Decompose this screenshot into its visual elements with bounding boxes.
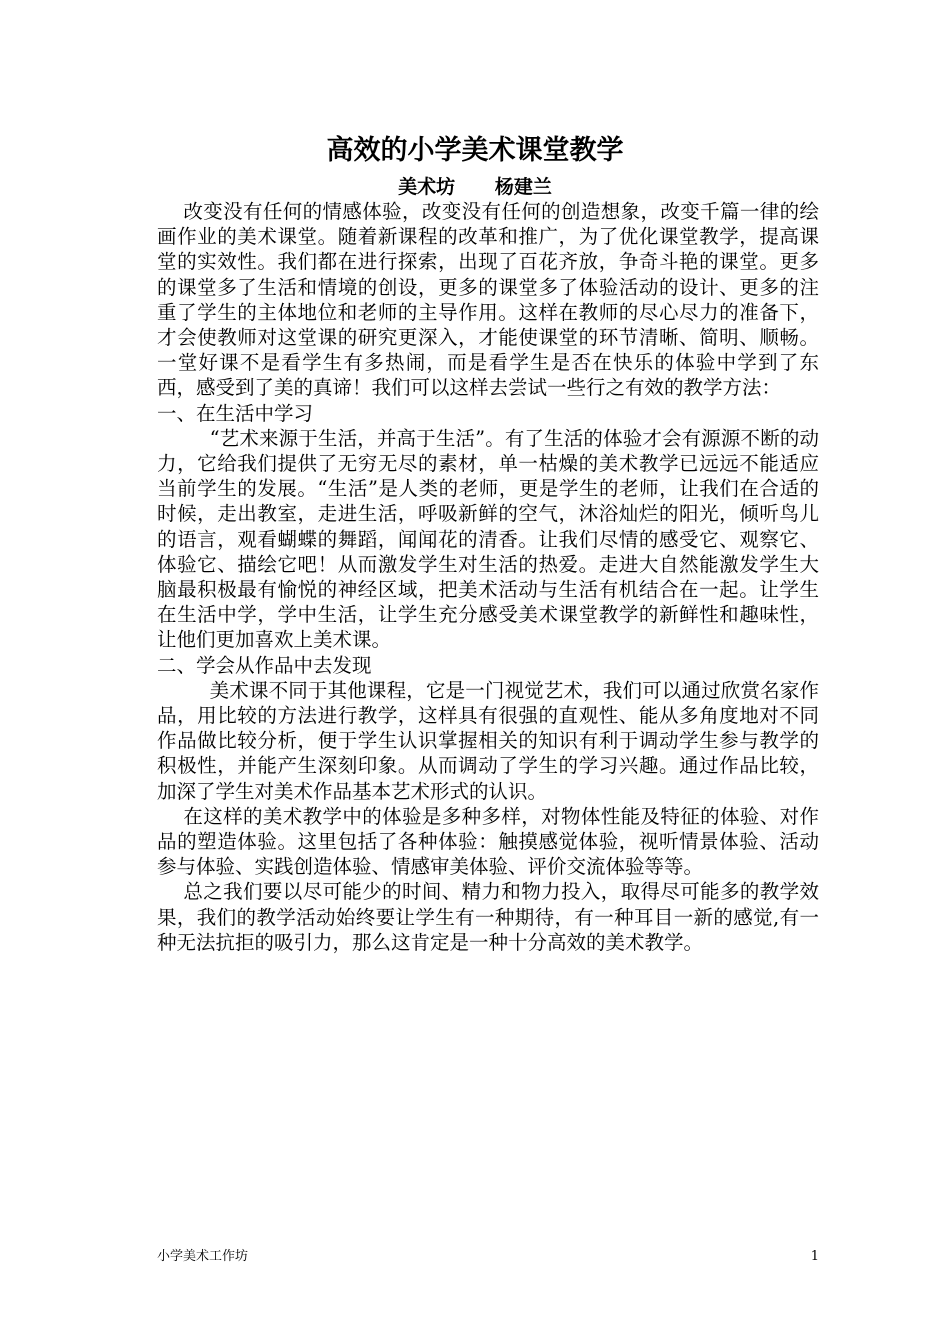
paragraph-intro: 改变没有任何的情感体验，改变没有任何的创造想象，改变千篇一律的绘画作业的美术课堂。随着新课程的改革和推广，为了优化课堂教学，提高课堂的实效性。我们都在进行探索，出现了百花齐放，争奇斗艳的课堂。更多的课堂多了生活和情境的创设，更多的课堂多了体验活动的设计、更多的注重了学生的主体地位和老师的主导作用。这样在教师的尽心尽力的准备下，才会使教师对这堂课的研究更深入，才能使课堂的环节清晰、简明、顺畅。一堂好课不是看学生有多热闹，而是看学生是否在快乐的体验中学到了东西，感受到了美的真谛！我们可以这样去尝试一些行之有效的教学方法：	[157, 200, 819, 400]
footer-label: 小学美术工作坊	[157, 1249, 249, 1264]
paragraph-conclusion: 总之我们要以尽可能少的时间、精力和物力投入，取得尽可能多的教学效果，我们的教学活动始终要让学生有一种期待，有一种耳目一新的感觉,有一种无法抗拒的吸引力，那么这肯定是一种十分高效的美术教学。	[157, 880, 819, 954]
paragraph-section-1: “艺术来源于生活，并高于生活”。有了生活的体验才会有源源不断的动力，它给我们提供了无穷无尽的素材，单一枯燥的美术教学已远远不能适应当前学生的发展。“生活”是人类的老师，更是学生的老师，让我们在合适的时候，走出教室，走进生活，呼吸新鲜的空气，沐浴灿烂的阳光，倾听鸟儿的语言，观看蝴蝶的舞蹈，闻闻花的清香。让我们尽情的感受它、观察它、体验它、描绘它吧！从而激发学生对生活的热爱。走进大自然能激发学生大脑最积极最有愉悦的神经区域，把美术活动与生活有机结合在一起。让学生在生活中学，学中生活，让学生充分感受美术课堂教学的新鲜性和趣味性，让他们更加喜欢上美术课。	[157, 426, 819, 652]
document-title: 高效的小学美术课堂教学	[326, 135, 624, 166]
page-footer	[157, 1247, 819, 1267]
author-line: 美术坊 杨建兰	[398, 176, 552, 198]
paragraph-section-2: 美术课不同于其他课程，它是一门视觉艺术，我们可以通过欣赏名家作品，用比较的方法进行教学，这样具有很强的直观性、能从多角度地对不同作品做比较分析，便于学生认识掌握相关的知识有利于调动学生参与教学的积极性，并能产生深刻印象。从而调动了学生的学习兴趣。通过作品比较，加深了学生对美术作品基本艺术形式的认识。	[157, 678, 819, 803]
paragraph-experience: 在这样的美术教学中的体验是多种多样，对物体性能及特征的体验、对作品的塑造体验。这里包括了各种体验：触摸感觉体验，视听情景体验、活动参与体验、实践创造体验、情感审美体验、评价交流体验等等。	[157, 804, 819, 879]
section-heading-1: 一、在生活中学习	[157, 401, 314, 425]
page-number: 1	[810, 1249, 819, 1264]
document-body	[157, 199, 819, 955]
section-heading-2: 二、学会从作品中去发现	[157, 653, 372, 677]
